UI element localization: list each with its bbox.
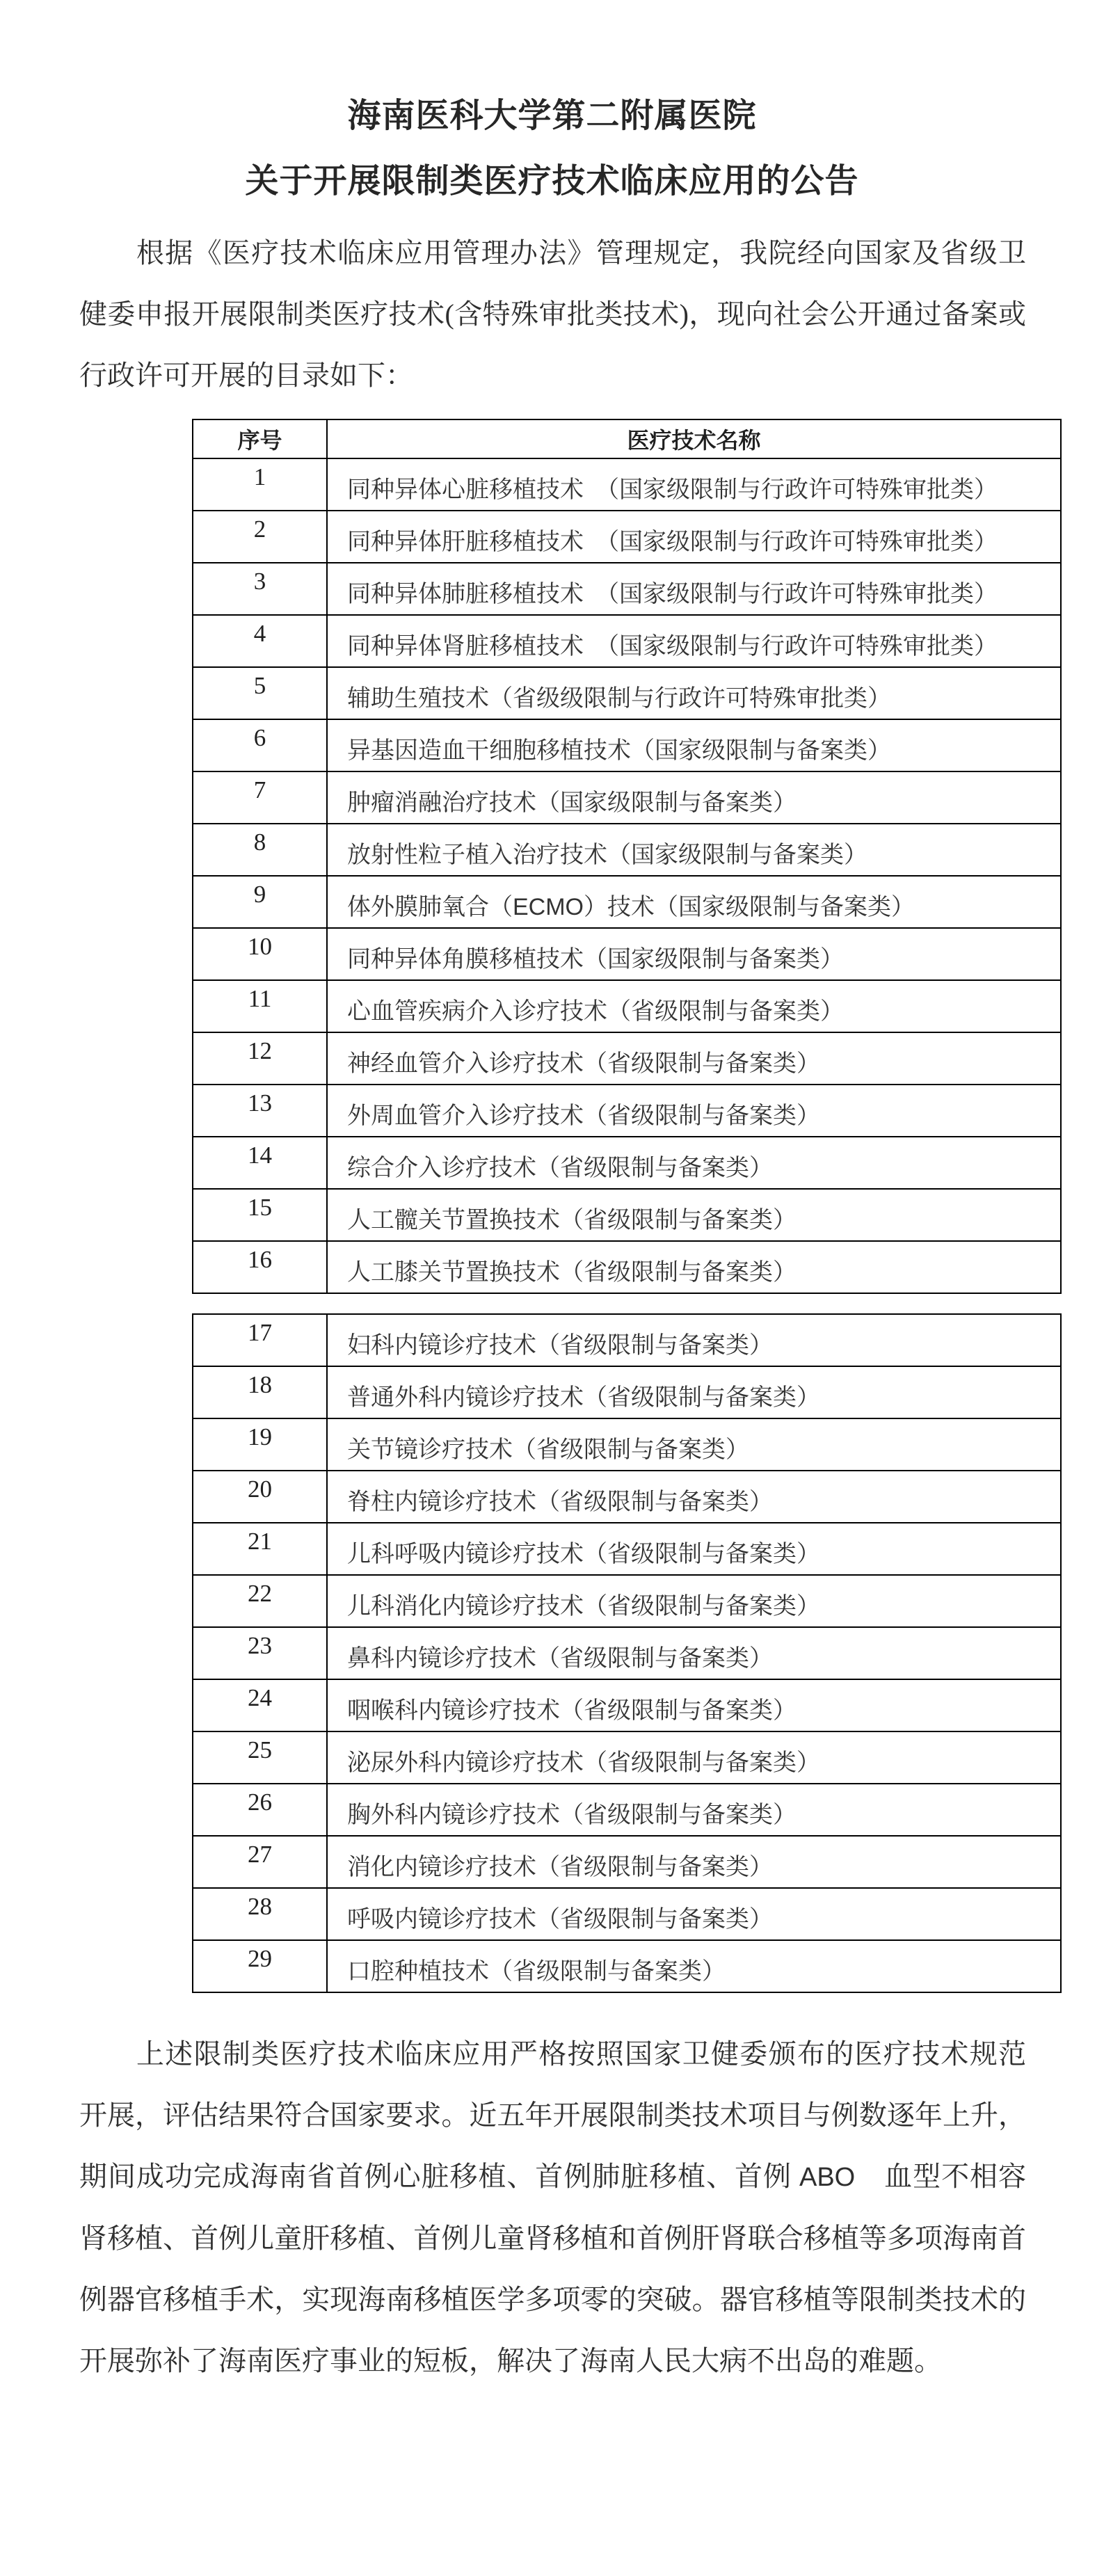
- row-serial-number: 23: [193, 1627, 327, 1679]
- row-technology-name: 儿科消化内镜诊疗技术（省级限制与备案类）: [327, 1575, 1061, 1627]
- table-row: [193, 1523, 1061, 1575]
- row-technology-name: 消化内镜诊疗技术（省级限制与备案类）: [327, 1836, 1061, 1888]
- row-serial-number: 18: [193, 1366, 327, 1418]
- row-serial-number: 14: [193, 1137, 327, 1189]
- table-row: [193, 824, 1061, 876]
- table-row: [193, 1731, 1061, 1784]
- technology-table-body-2: [193, 1314, 1061, 1992]
- technology-table-header: [193, 419, 1061, 458]
- table-row: [193, 1137, 1061, 1189]
- closing-abo-text: ABO: [799, 2163, 856, 2192]
- technology-table-part2: [192, 1313, 1062, 1993]
- closing-text-after-abo: 血型不相容肾移植、首例儿童肝移植、首例儿童肾移植和首例肝肾联合移植等多项海南首例器官移植手术，实现海南移植医学多项零的突破。器官移植等限制类技术的开展弥补了海南医疗事业的短板，解决了海南人民大病不出岛的难题。: [79, 2161, 1026, 2376]
- row-serial-number: 20: [193, 1471, 327, 1523]
- row-serial-number: 7: [193, 771, 327, 824]
- row-serial-number: 19: [193, 1418, 327, 1471]
- row-serial-number: 2: [193, 511, 327, 563]
- row-serial-number: 29: [193, 1940, 327, 1992]
- table-row: [193, 1784, 1061, 1836]
- table-row: [193, 1836, 1061, 1888]
- row-technology-name: 人工髋关节置换技术（省级限制与备案类）: [327, 1189, 1061, 1241]
- row-technology-name: 异基因造血干细胞移植技术（国家级限制与备案类）: [327, 719, 1061, 771]
- row-serial-number: 16: [193, 1241, 327, 1293]
- row-technology-name: 妇科内镜诊疗技术（省级限制与备案类）: [327, 1314, 1061, 1366]
- row-technology-name: 普通外科内镜诊疗技术（省级限制与备案类）: [327, 1366, 1061, 1418]
- table-row: [193, 719, 1061, 771]
- row-technology-name: 同种异体肝脏移植技术 （国家级限制与行政许可特殊审批类）: [327, 511, 1061, 563]
- row-serial-number: 12: [193, 1032, 327, 1085]
- table-row: [193, 1679, 1061, 1731]
- table-row: [193, 1471, 1061, 1523]
- table-row: [193, 1085, 1061, 1137]
- row-technology-name: 肿瘤消融治疗技术（国家级限制与备案类）: [327, 771, 1061, 824]
- row-serial-number: 25: [193, 1731, 327, 1784]
- row-serial-number: 3: [193, 563, 327, 615]
- hospital-title: 海南医科大学第二附属医院: [347, 97, 757, 134]
- row-serial-number: 21: [193, 1523, 327, 1575]
- row-serial-number: 17: [193, 1314, 327, 1366]
- table-row: [193, 1940, 1061, 1992]
- row-serial-number: 15: [193, 1189, 327, 1241]
- table-row: [193, 615, 1061, 667]
- table-row: [193, 1189, 1061, 1241]
- table-row: [193, 771, 1061, 824]
- row-technology-name: 外周血管介入诊疗技术（省级限制与备案类）: [327, 1085, 1061, 1137]
- row-serial-number: 1: [193, 458, 327, 511]
- row-technology-name: 体外膜肺氧合（ECMO）技术（国家级限制与备案类）: [327, 876, 1061, 928]
- table-row: [193, 458, 1061, 511]
- row-technology-name: 同种异体肺脏移植技术 （国家级限制与行政许可特殊审批类）: [327, 563, 1061, 615]
- table-row: [193, 1032, 1061, 1085]
- header-row: [193, 419, 1061, 458]
- row-technology-name: 口腔种植技术（省级限制与备案类）: [327, 1940, 1061, 1992]
- row-technology-name: 呼吸内镜诊疗技术（省级限制与备案类）: [327, 1888, 1061, 1940]
- table-row: [193, 1418, 1061, 1471]
- row-technology-name: 鼻科内镜诊疗技术（省级限制与备案类）: [327, 1627, 1061, 1679]
- table-row: [193, 1366, 1061, 1418]
- row-technology-name: 综合介入诊疗技术（省级限制与备案类）: [327, 1137, 1061, 1189]
- row-technology-name: 胸外科内镜诊疗技术（省级限制与备案类）: [327, 1784, 1061, 1836]
- row-serial-number: 22: [193, 1575, 327, 1627]
- row-serial-number: 5: [193, 667, 327, 719]
- row-technology-name: 人工膝关节置换技术（省级限制与备案类）: [327, 1241, 1061, 1293]
- technology-table-part1: [192, 419, 1062, 1294]
- row-technology-name: 关节镜诊疗技术（省级限制与备案类）: [327, 1418, 1061, 1471]
- row-serial-number: 8: [193, 824, 327, 876]
- header-technology-name: 医疗技术名称: [327, 419, 1061, 458]
- table-row: [193, 1241, 1061, 1293]
- header-serial-number: 序号: [193, 419, 327, 458]
- row-serial-number: 10: [193, 928, 327, 980]
- row-technology-name: 神经血管介入诊疗技术（省级限制与备案类）: [327, 1032, 1061, 1085]
- technology-table-body-1: [193, 458, 1061, 1293]
- row-serial-number: 11: [193, 980, 327, 1032]
- table-row: [193, 928, 1061, 980]
- closing-paragraph: [79, 2024, 1026, 2392]
- table-row: [193, 667, 1061, 719]
- row-technology-name: 心血管疾病介入诊疗技术（省级限制与备案类）: [327, 980, 1061, 1032]
- announcement-subtitle: 关于开展限制类医疗技术临床应用的公告: [245, 163, 859, 200]
- row-serial-number: 26: [193, 1784, 327, 1836]
- row-serial-number: 24: [193, 1679, 327, 1731]
- row-serial-number: 9: [193, 876, 327, 928]
- row-technology-name: 同种异体心脏移植技术 （国家级限制与行政许可特殊审批类）: [327, 458, 1061, 511]
- row-serial-number: 6: [193, 719, 327, 771]
- intro-paragraph: 根据《医疗技术临床应用管理办法》管理规定，我院经向国家及省级卫健委申报开展限制类医疗技术(含特殊审批类技术)，现向社会公开通过备案或行政许可开展的目录如下：: [79, 237, 1026, 391]
- row-technology-name: 脊柱内镜诊疗技术（省级限制与备案类）: [327, 1471, 1061, 1523]
- row-technology-name: 儿科呼吸内镜诊疗技术（省级限制与备案类）: [327, 1523, 1061, 1575]
- row-serial-number: 4: [193, 615, 327, 667]
- row-technology-name: 同种异体角膜移植技术（国家级限制与备案类）: [327, 928, 1061, 980]
- table-row: [193, 1314, 1061, 1366]
- row-technology-name: 放射性粒子植入治疗技术（国家级限制与备案类）: [327, 824, 1061, 876]
- row-technology-name: 辅助生殖技术（省级级限制与行政许可特殊审批类）: [327, 667, 1061, 719]
- table-row: [193, 980, 1061, 1032]
- table-row: [193, 1575, 1061, 1627]
- row-technology-name: 同种异体肾脏移植技术 （国家级限制与行政许可特殊审批类）: [327, 615, 1061, 667]
- table-row: [193, 511, 1061, 563]
- table-row: [193, 563, 1061, 615]
- closing-text-before-abo: 上述限制类医疗技术临床应用严格按照国家卫健委颁布的医疗技术规范开展，评估结果符合国家要求。近五年开展限制类技术项目与例数逐年上升，期间成功完成海南省首例心脏移植、首例肺脏移植、首例: [79, 2038, 1026, 2192]
- table-row: [193, 876, 1061, 928]
- table-row: [193, 1627, 1061, 1679]
- table-row: [193, 1888, 1061, 1940]
- row-technology-name: 泌尿外科内镜诊疗技术（省级限制与备案类）: [327, 1731, 1061, 1784]
- row-serial-number: 13: [193, 1085, 327, 1137]
- row-technology-name: 咽喉科内镜诊疗技术（省级限制与备案类）: [327, 1679, 1061, 1731]
- row-serial-number: 27: [193, 1836, 327, 1888]
- row-serial-number: 28: [193, 1888, 327, 1940]
